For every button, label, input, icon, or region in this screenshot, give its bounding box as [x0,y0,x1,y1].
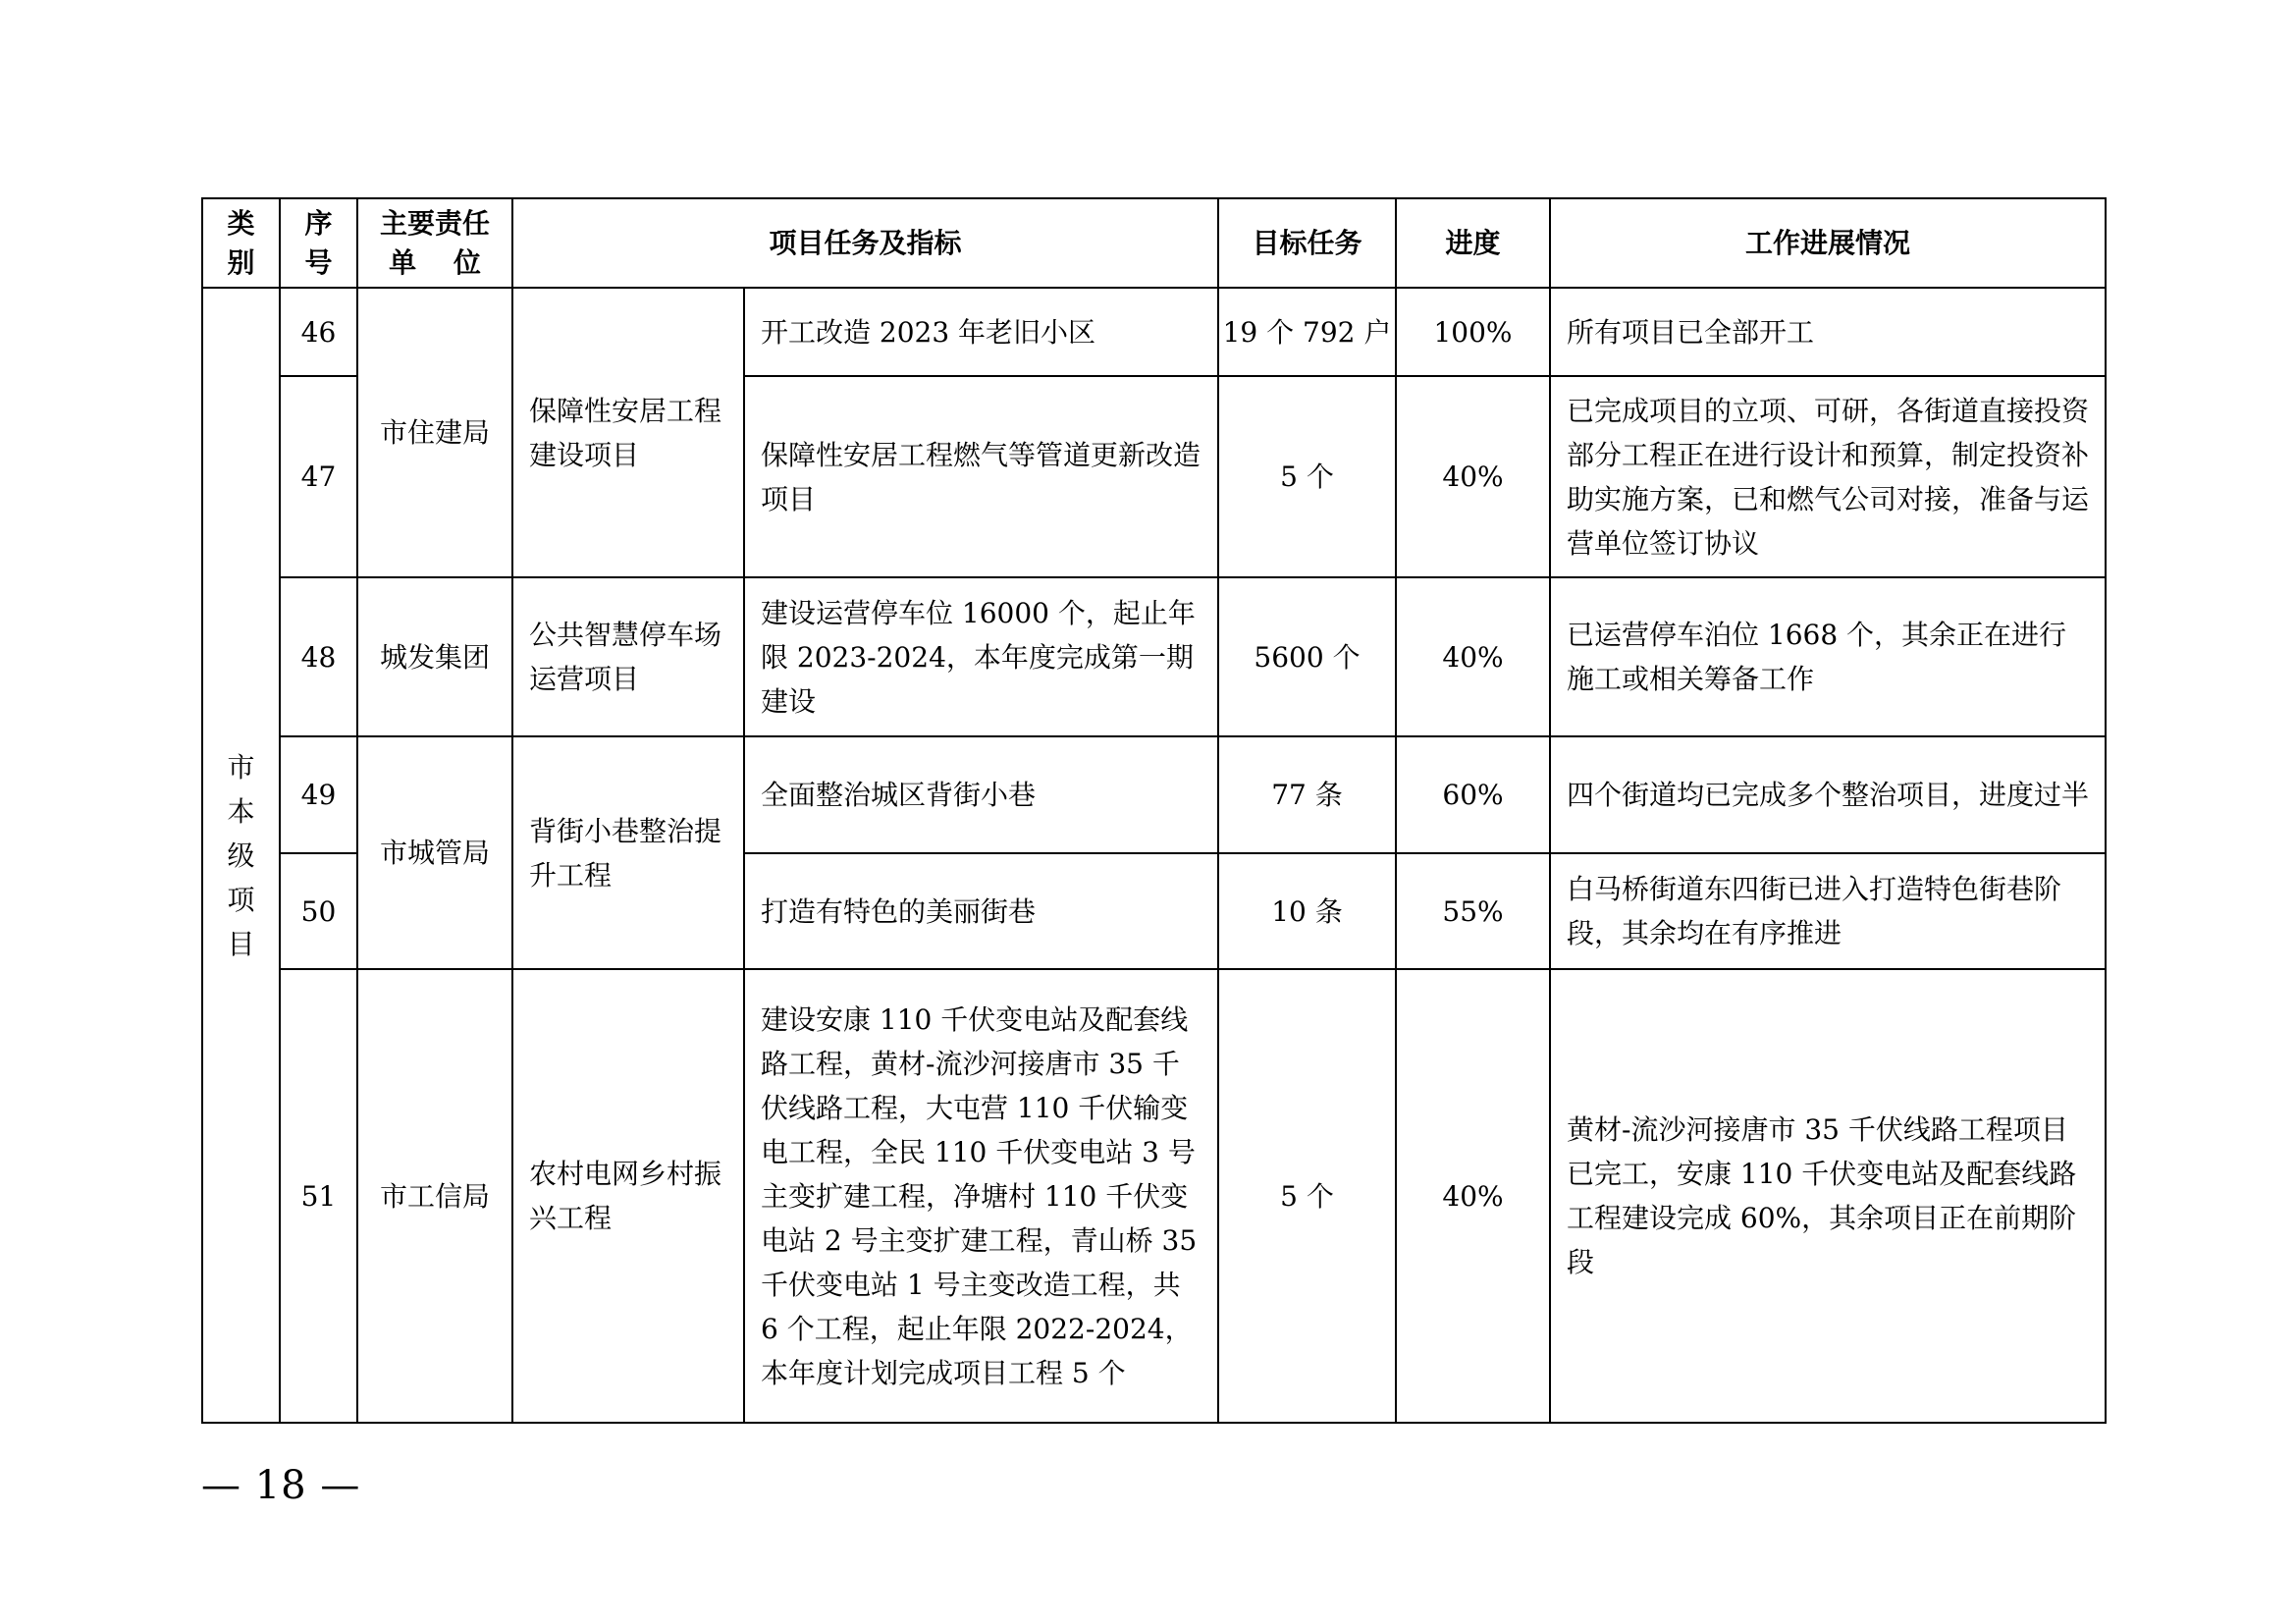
target-cell: 10 条 [1218,853,1396,969]
progress-cell: 40% [1396,376,1550,577]
project-cell: 保障性安居工程建设项目 [512,288,744,577]
progress-cell: 100% [1396,288,1550,376]
table-row [202,736,2106,853]
project-cell: 公共智慧停车场运营项目 [512,577,744,736]
header-index: 序 号 [280,198,357,288]
target-cell: 5 个 [1218,969,1396,1423]
task-cell: 开工改造 2023 年老旧小区 [744,288,1218,376]
task-cell: 保障性安居工程燃气等管道更新改造项目 [744,376,1218,577]
project-cell: 背街小巷整治提升工程 [512,736,744,969]
row-index: 51 [280,969,357,1423]
header-target: 目标任务 [1218,198,1396,288]
progress-cell: 55% [1396,853,1550,969]
table-row [202,969,2106,1423]
project-cell: 农村电网乡村振兴工程 [512,969,744,1423]
target-cell: 77 条 [1218,736,1396,853]
header-category: 类 别 [202,198,280,288]
row-index: 48 [280,577,357,736]
progress-cell: 40% [1396,577,1550,736]
status-cell: 黄材-流沙河接唐市 35 千伏线路工程项目已完工，安康 110 千伏变电站及配套线路工程建设完成 60%，其余项目正在前期阶段 [1550,969,2106,1423]
target-cell: 5 个 [1218,376,1396,577]
row-index: 49 [280,736,357,853]
header-task: 项目任务及指标 [512,198,1218,288]
category-cell: 市 本 级 项 目 [202,288,280,1423]
progress-cell: 40% [1396,969,1550,1423]
progress-cell: 60% [1396,736,1550,853]
table-row [202,577,2106,736]
status-cell: 白马桥街道东四街已进入打造特色街巷阶段，其余均在有序推进 [1550,853,2106,969]
target-cell: 5600 个 [1218,577,1396,736]
task-cell: 建设运营停车位 16000 个，起止年限 2023-2024，本年度完成第一期建设 [744,577,1218,736]
unit-cell: 市城管局 [357,736,512,969]
page-number: — 18 — [201,1463,361,1508]
row-index: 47 [280,376,357,577]
task-cell: 打造有特色的美丽街巷 [744,853,1218,969]
row-index: 46 [280,288,357,376]
progress-table [201,197,2107,1424]
status-cell: 四个街道均已完成多个整治项目，进度过半 [1550,736,2106,853]
row-index: 50 [280,853,357,969]
unit-cell: 市住建局 [357,288,512,577]
status-cell: 已运营停车泊位 1668 个，其余正在进行施工或相关筹备工作 [1550,577,2106,736]
status-cell: 已完成项目的立项、可研，各街道直接投资部分工程正在进行设计和预算，制定投资补助实施方案，已和燃气公司对接，准备与运营单位签订协议 [1550,376,2106,577]
header-unit: 主要责任 单 位 [357,198,512,288]
unit-cell: 市工信局 [357,969,512,1423]
header-progress: 进度 [1396,198,1550,288]
task-cell: 全面整治城区背街小巷 [744,736,1218,853]
header-status: 工作进展情况 [1550,198,2106,288]
unit-cell: 城发集团 [357,577,512,736]
header-row [202,198,2106,288]
table-row [202,288,2106,376]
task-cell: 建设安康 110 千伏变电站及配套线路工程，黄材-流沙河接唐市 35 千伏线路工程，大屯营 110 千伏输变电工程，全民 110 千伏变电站 3 号主变扩建工程，净塘村 110 千伏变电站 2 号主变扩建工程，青山桥 35 千伏变电站 1 号主变改造工程，共 6 个工程，起止年限 2022-2024，本年度计划完成项目工程 5 个 [744,969,1218,1423]
target-cell: 19 个 792 户 [1218,288,1396,376]
status-cell: 所有项目已全部开工 [1550,288,2106,376]
